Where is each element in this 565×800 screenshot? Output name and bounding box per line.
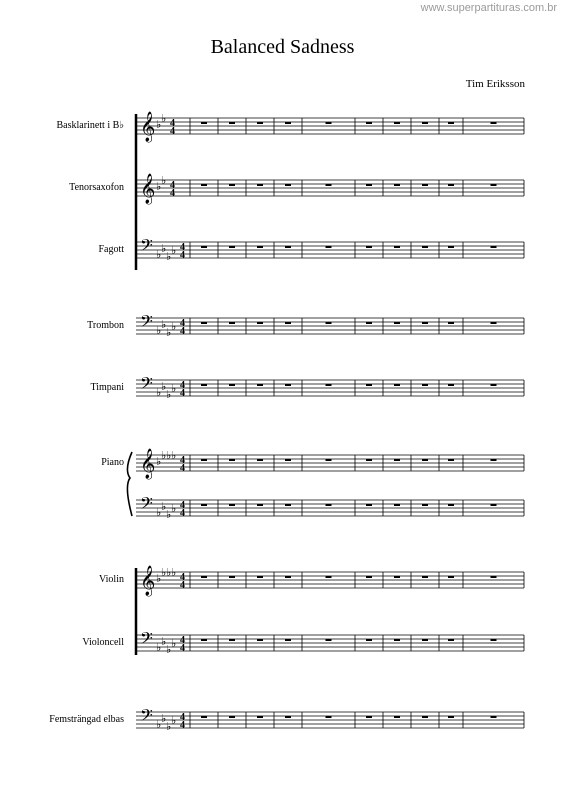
whole-rest [491,384,497,386]
whole-rest [229,384,235,386]
whole-rest [257,122,263,124]
composer-name: Tim Eriksson [465,78,525,90]
flat-icon: ♭ [166,388,172,401]
whole-rest [448,459,454,461]
flat-icon: ♭ [171,502,177,515]
staff [90,373,524,401]
whole-rest [285,122,291,124]
flat-icon: ♭ [171,320,177,333]
whole-rest [257,459,263,461]
flat-icon: ♭ [166,250,172,263]
whole-rest [394,384,400,386]
flat-icon: ♭ [156,324,162,337]
flat-icon: ♭ [166,449,172,462]
whole-rest [326,459,332,461]
flat-icon: ♭ [161,566,167,579]
whole-rest [448,504,454,506]
instrument-name: Timpani [90,382,124,393]
flat-icon: ♭ [161,112,167,125]
time-signature-top: 4 [180,318,185,329]
staff [87,311,524,339]
time-signature-bottom: 4 [180,580,185,591]
whole-rest [422,639,428,641]
whole-rest [201,716,207,718]
whole-rest [285,639,291,641]
whole-rest [491,184,497,186]
time-signature-bottom: 4 [180,388,185,399]
time-signature-bottom: 4 [180,250,185,261]
whole-rest [422,504,428,506]
flat-icon: ♭ [156,718,162,731]
whole-rest [491,504,497,506]
flat-icon: ♭ [161,449,167,462]
whole-rest [257,716,263,718]
flat-icon: ♭ [156,572,162,585]
treble-clef-icon: 𝄞 [140,566,156,596]
whole-rest [366,322,372,324]
flat-icon: ♭ [166,508,172,521]
whole-rest [491,322,497,324]
time-signature-bottom: 4 [170,188,175,199]
whole-rest [201,384,207,386]
time-signature-top: 4 [180,635,185,646]
flat-icon: ♭ [156,118,162,131]
bass-clef-icon: 𝄢 [140,235,153,259]
whole-rest [394,246,400,248]
whole-rest [326,504,332,506]
staff [99,565,524,597]
whole-rest [326,322,332,324]
whole-rest [201,639,207,641]
whole-rest [448,184,454,186]
flat-icon: ♭ [171,382,177,395]
flat-icon: ♭ [166,566,172,579]
whole-rest [448,384,454,386]
flat-icon: ♭ [156,248,162,261]
whole-rest [285,322,291,324]
staff [82,628,524,656]
time-signature-top: 4 [170,180,175,191]
treble-clef-icon: 𝄞 [140,112,156,142]
bass-clef-icon: 𝄢 [140,373,153,397]
whole-rest [285,576,291,578]
whole-rest [394,639,400,641]
time-signature-bottom: 4 [180,643,185,654]
staff [101,448,524,480]
piece-title: Balanced Sadness [210,36,355,58]
bass-clef-icon: 𝄢 [140,311,153,335]
whole-rest [491,122,497,124]
whole-rest [394,576,400,578]
whole-rest [422,184,428,186]
whole-rest [366,504,372,506]
whole-rest [366,246,372,248]
bass-clef-icon: 𝄢 [140,628,153,652]
staff [69,173,524,205]
whole-rest [491,459,497,461]
whole-rest [422,122,428,124]
whole-rest [326,576,332,578]
whole-rest [229,716,235,718]
whole-rest [229,576,235,578]
whole-rest [229,504,235,506]
time-signature-top: 4 [170,118,175,129]
flat-icon: ♭ [156,455,162,468]
flat-icon: ♭ [156,386,162,399]
flat-icon: ♭ [161,380,167,393]
staff [57,111,525,143]
whole-rest [422,322,428,324]
flat-icon: ♭ [161,712,167,725]
whole-rest [448,246,454,248]
whole-rest [491,576,497,578]
time-signature-top: 4 [180,712,185,723]
whole-rest [229,459,235,461]
whole-rest [448,716,454,718]
whole-rest [326,122,332,124]
whole-rest [448,122,454,124]
time-signature-bottom: 4 [180,326,185,337]
whole-rest [257,639,263,641]
whole-rest [201,504,207,506]
whole-rest [285,504,291,506]
whole-rest [229,639,235,641]
instrument-name: Tenorsaxofon [69,182,124,193]
whole-rest [326,184,332,186]
time-signature-top: 4 [180,500,185,511]
whole-rest [201,459,207,461]
whole-rest [366,184,372,186]
flat-icon: ♭ [171,244,177,257]
whole-rest [285,716,291,718]
whole-rest [257,246,263,248]
staff [49,705,524,733]
whole-rest [257,322,263,324]
whole-rest [326,384,332,386]
treble-clef-icon: 𝄞 [140,174,156,204]
instrument-name: Trombon [87,320,124,331]
bass-clef-icon: 𝄢 [140,493,153,517]
whole-rest [285,184,291,186]
whole-rest [394,122,400,124]
whole-rest [394,459,400,461]
whole-rest [394,322,400,324]
flat-icon: ♭ [156,180,162,193]
whole-rest [229,322,235,324]
flat-icon: ♭ [161,174,167,187]
time-signature-bottom: 4 [180,720,185,731]
whole-rest [201,246,207,248]
whole-rest [326,246,332,248]
time-signature-bottom: 4 [180,463,185,474]
instrument-name: Piano [101,457,124,468]
whole-rest [201,184,207,186]
whole-rest [394,716,400,718]
staff [98,235,524,263]
whole-rest [394,504,400,506]
whole-rest [366,459,372,461]
treble-clef-icon: 𝄞 [140,449,156,479]
flat-icon: ♭ [171,566,177,579]
whole-rest [422,384,428,386]
time-signature-bottom: 4 [170,126,175,137]
time-signature-top: 4 [180,380,185,391]
whole-rest [229,246,235,248]
whole-rest [366,122,372,124]
staff [136,493,524,521]
time-signature-top: 4 [180,572,185,583]
whole-rest [366,639,372,641]
whole-rest [448,639,454,641]
whole-rest [422,246,428,248]
whole-rest [366,384,372,386]
whole-rest [326,716,332,718]
whole-rest [448,322,454,324]
whole-rest [326,639,332,641]
whole-rest [394,184,400,186]
flat-icon: ♭ [166,326,172,339]
flat-icon: ♭ [161,242,167,255]
flat-icon: ♭ [161,500,167,513]
whole-rest [201,576,207,578]
site-watermark: www.superpartituras.com.br [420,2,557,14]
whole-rest [257,384,263,386]
flat-icon: ♭ [171,637,177,650]
flat-icon: ♭ [171,449,177,462]
instrument-name: Fagott [98,244,124,255]
instrument-name: Violin [99,574,124,585]
whole-rest [491,246,497,248]
whole-rest [201,122,207,124]
flat-icon: ♭ [161,635,167,648]
whole-rest [366,716,372,718]
flat-icon: ♭ [156,506,162,519]
whole-rest [422,716,428,718]
whole-rest [285,384,291,386]
whole-rest [491,716,497,718]
whole-rest [201,322,207,324]
whole-rest [491,639,497,641]
whole-rest [448,576,454,578]
instrument-name: Violoncell [82,637,124,648]
flat-icon: ♭ [171,714,177,727]
whole-rest [257,504,263,506]
whole-rest [285,459,291,461]
time-signature-top: 4 [180,455,185,466]
flat-icon: ♭ [166,720,172,733]
bass-clef-icon: 𝄢 [140,705,153,729]
whole-rest [422,576,428,578]
instrument-name: Femsträngad elbas [49,714,124,725]
instrument-name: Basklarinett i B♭ [56,120,124,131]
whole-rest [229,122,235,124]
flat-icon: ♭ [161,318,167,331]
whole-rest [257,184,263,186]
flat-icon: ♭ [166,643,172,656]
whole-rest [285,246,291,248]
whole-rest [366,576,372,578]
time-signature-top: 4 [180,242,185,253]
time-signature-bottom: 4 [180,508,185,519]
whole-rest [422,459,428,461]
piano-brace [127,452,132,516]
whole-rest [257,576,263,578]
whole-rest [229,184,235,186]
flat-icon: ♭ [156,641,162,654]
